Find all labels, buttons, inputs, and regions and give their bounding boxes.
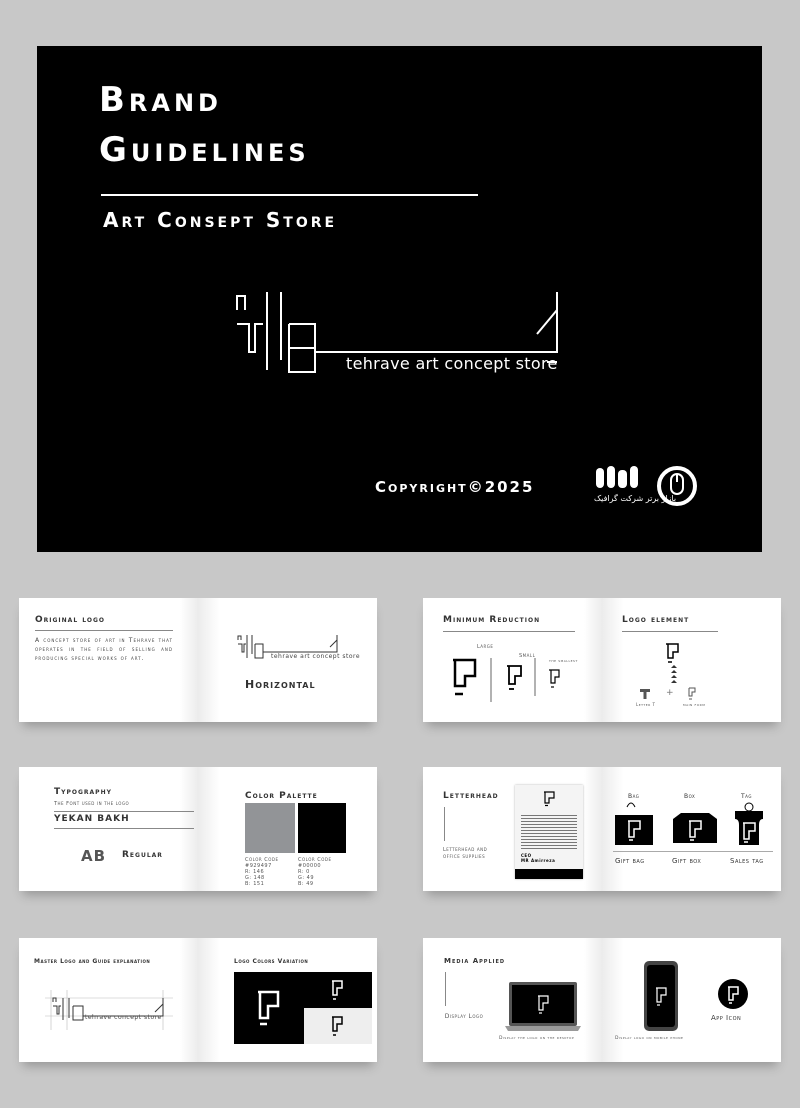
original-logo-heading: Original logo: [35, 615, 106, 625]
spread-original-logo: [19, 598, 377, 722]
cover-title-line2: Guidelines: [99, 130, 310, 170]
black-swatch: [298, 803, 346, 853]
desktop-caption: Display the logo on the desktop: [499, 1036, 575, 1041]
cover-divider: [101, 194, 478, 196]
heading-rule: [54, 828, 194, 829]
typography-note: The Font used in the logo: [54, 801, 130, 807]
letterhead-logo: [542, 791, 556, 807]
letter-body-lines: [521, 815, 577, 849]
spread-letterhead: [423, 767, 781, 891]
font-sample: AB: [81, 847, 107, 865]
swatch-hex: #929497: [245, 863, 272, 869]
phone-mockup: [643, 960, 679, 1032]
original-logo-body: A concept store of art in Tehrave that operates in the field of selling and producing special works of art.: [35, 637, 173, 662]
letter-t-label: Letter T: [636, 702, 656, 707]
cover-page: [37, 46, 762, 552]
app-icon-label: App Icon: [711, 1014, 742, 1022]
spread-typography: [19, 767, 377, 891]
cover-logo-text: tehrave art concept store: [346, 354, 558, 373]
media-heading: Media Applied: [444, 957, 506, 965]
master-heading: Master Logo and Guide explanation: [34, 958, 151, 965]
reduction-logos: [451, 658, 567, 704]
palette-heading: Color Palette: [245, 791, 318, 801]
mobile-caption: Display logo on mobile phone: [615, 1036, 684, 1041]
letterhead-caption: Letterhead and office supplies: [443, 847, 488, 860]
swatch-g: G: 148: [245, 875, 265, 881]
letterhead-rule: [444, 807, 445, 841]
letterhead-heading: Letterhead: [443, 791, 499, 801]
swatch-b: B: 151: [245, 881, 265, 887]
gray-swatch-info: [245, 857, 279, 887]
plus-sign: +: [666, 688, 675, 698]
large-label: Large: [477, 644, 494, 650]
gray-swatch: [245, 803, 295, 853]
horizontal-caption: Horizontal: [245, 678, 316, 691]
gift-bag-label: Gift bag: [615, 857, 645, 865]
packaging-rule: [613, 851, 773, 852]
bag-label: Bag: [628, 793, 640, 800]
logo-element-heading: Logo element: [622, 615, 690, 625]
laptop-mockup: [505, 980, 581, 1032]
cover-subtitle: Art Consept Store: [103, 208, 338, 232]
spread-media-applied: [423, 938, 781, 1062]
original-logo-text: tehrave art concept store: [271, 653, 361, 660]
heading-rule: [35, 630, 173, 631]
heading-rule: [443, 631, 575, 632]
swatch-label: Color Code: [298, 857, 332, 863]
publisher-text: بازار برتر شرکت گرافیک: [594, 494, 677, 503]
letter-t-icon: [639, 688, 651, 700]
copyright-text: Copyright©2025: [375, 478, 535, 496]
heading-rule: [54, 811, 194, 812]
box-label: Box: [684, 793, 696, 800]
master-logo-text: tehrave concept store: [85, 1014, 162, 1021]
letterhead-sheet: [515, 785, 583, 879]
sales-tag-label: Sales tag: [730, 857, 764, 865]
app-icon: [717, 978, 749, 1010]
font-name: YEKAN BAKH: [54, 814, 130, 824]
cover-title-line1: Brand: [99, 80, 222, 120]
swatch-hex: #00000: [298, 863, 322, 869]
main-form-icon: [687, 687, 697, 701]
packaging-mockups: [613, 801, 773, 849]
spread-minimum-reduction: [423, 598, 781, 722]
small-label: Small: [519, 653, 536, 659]
logo-element-stack: [663, 642, 685, 694]
ceo-name: MR Amirreza: [521, 858, 556, 863]
min-reduction-heading: Minimum Reduction: [443, 615, 541, 625]
black-swatch-info: [298, 857, 332, 887]
letterhead-footer: [515, 869, 583, 879]
publisher-logo: [593, 464, 701, 512]
swatch-r: R: 146: [245, 869, 265, 875]
gift-box-label: Gift box: [672, 857, 702, 865]
swatch-r: R: 0: [298, 869, 310, 875]
typography-heading: Typography: [54, 787, 112, 797]
logo-color-variations: [234, 972, 372, 1044]
swatch-label: Color Code: [245, 857, 279, 863]
swatch-g: G: 49: [298, 875, 315, 881]
spread-master-logo: [19, 938, 377, 1062]
variation-heading: Logo Colors Variation: [234, 958, 309, 965]
swatch-b: B: 49: [298, 881, 314, 887]
smallest-label: the smallest: [549, 658, 578, 663]
heading-rule: [622, 631, 718, 632]
display-logo-label: Display Logo: [444, 1013, 484, 1020]
ceo-label: CEO: [521, 853, 532, 858]
main-form-label: main form: [683, 702, 706, 707]
master-logo-guide: [45, 990, 173, 1030]
font-weight-label: Regular: [122, 850, 163, 860]
media-rule: [445, 972, 446, 1006]
tag-label: Tag: [741, 793, 752, 800]
